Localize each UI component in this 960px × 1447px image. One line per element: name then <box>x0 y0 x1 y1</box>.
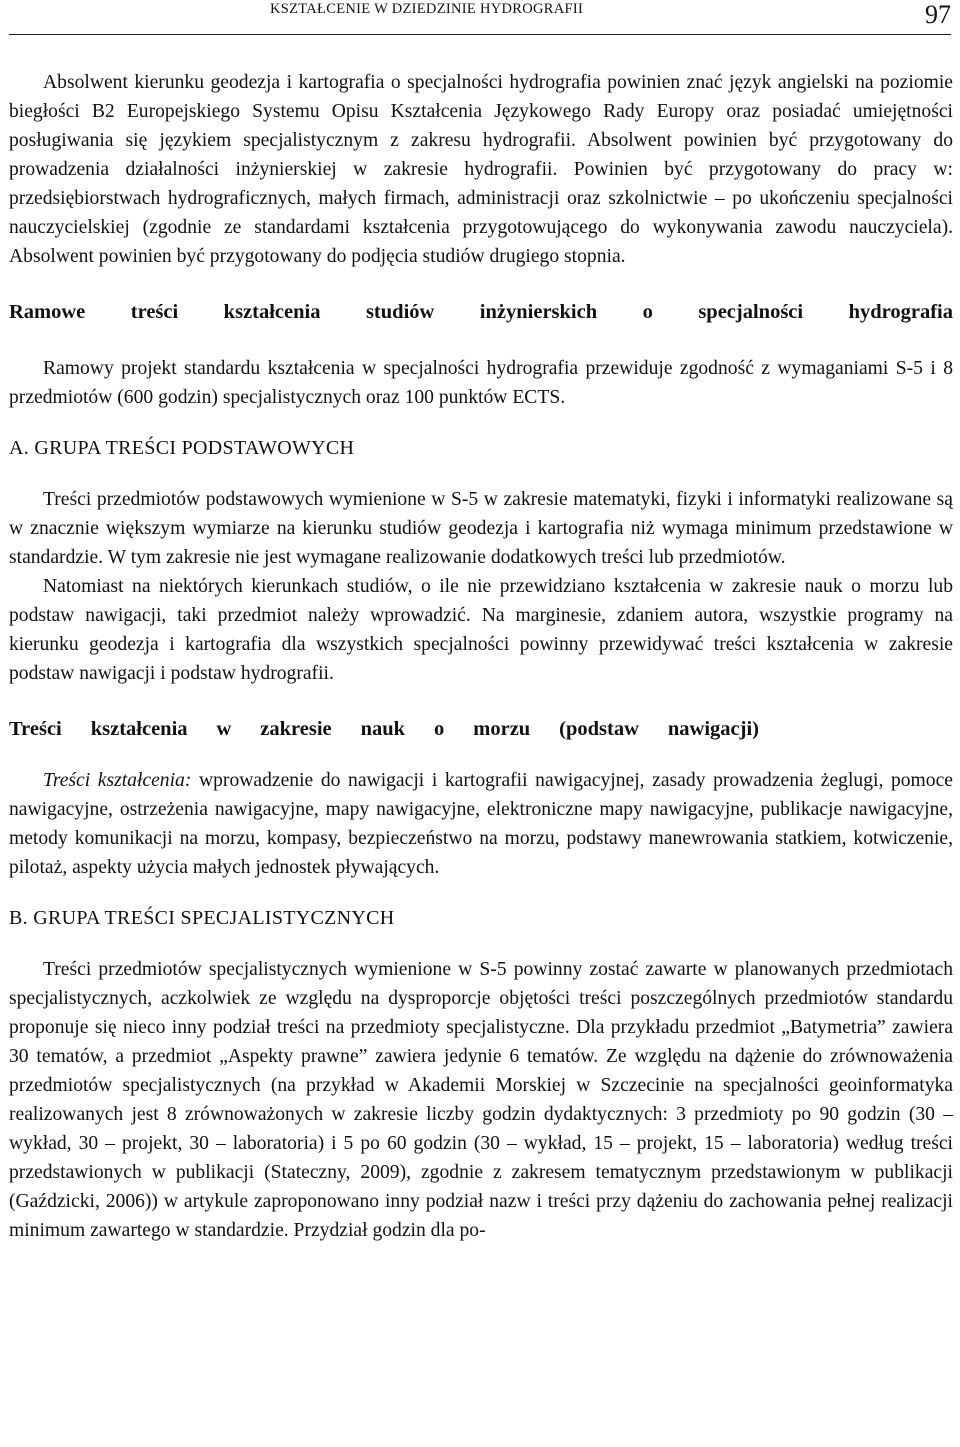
page-number: 97 <box>925 0 951 29</box>
document-body <box>9 68 953 1245</box>
framework-heading: Ramowe treści kształcenia studiów inżynierskich o specjalności hydrografia <box>9 301 953 323</box>
running-header <box>9 0 951 35</box>
group-b-paragraph: Treści przedmiotów specjalistycznych wymienione w S-5 powinny zostać zawarte w planowanych przedmiotach specjalistycznych, aczkolwiek ze względu na dysproporcje objętości treści poszczególnych przedmiotów standardu proponuje się nieco inny podział treści na przedmioty specjalistyczne. Dla przykładu przedmiot „Batymetria” zawiera 30 tematów, a przedmiot „Aspekty prawne” zawiera jedynie 6 tematów. Ze względu na dążenie do zrównoważenia przedmiotów specjalistycznych (na przykład w Akademii Morskiej w Szczecinie na specjalności geoinformatyka realizowanych jest 8 zrównoważonych w zakresie liczby godzin dydaktycznych: 3 przedmioty po 90 godzin (30 – wykład, 30 – projekt, 30 – laboratoria) i 5 po 60 godzin (30 – wykład, 15 – projekt, 15 – laboratoria) według treści przedstawionych w publikacji (Stateczny, 2009), zgodnie z zakresem tematycznym przedstawionym w publikacji (Gaździcki, 2006)) w artykule zaproponowano inny podział nazw i treści przy dążeniu do zachowania pełnej realizacji minimum zawartego w standardzie. Przydział godzin dla po- <box>9 959 953 1241</box>
navigation-text: wprowadzenie do nawigacji i kartografii nawigacyjnej, zasady prowadzenia żeglugi, pomoce nawigacyjne, ostrzeżenia nawigacyjne, mapy nawigacyjne, elektroniczne mapy nawigacyjne, publikacje nawigacyjne, metody komunikacji na morzu, kompasy, bezpieczeństwo na morzu, podstawy manewrowania statkiem, kotwiczenie, pilotaż, aspekty użycia małych jednostek pływających. <box>9 770 953 878</box>
framework-paragraph: Ramowy projekt standardu kształcenia w specjalności hydrografia przewiduje zgodność z wymaganiami S-5 i 8 przedmiotów (600 godzin) specjalistycznych oraz 100 punktów ECTS. <box>9 358 953 408</box>
navigation-label: Treści kształcenia: <box>43 770 192 791</box>
group-a-paragraph-2: Natomiast na niektórych kierunkach studiów, o ile nie przewidziano kształcenia w zakresie nauk o morzu lub podstaw nawigacji, taki przedmiot należy wprowadzić. Na marginesie, zdaniem autora, wszystkie programy na kierunku geodezja i kartografia dla wszystkich specjalności powinny przewidywać treści kształcenia w zakresie podstaw nawigacji i podstaw hydrografii. <box>9 576 953 684</box>
navigation-paragraph <box>9 766 953 882</box>
navigation-heading-row <box>9 715 953 744</box>
running-title: KSZTAŁCENIE W DZIEDZINIE HYDROGRAFII <box>270 1 584 17</box>
group-a-heading: A. GRUPA TREŚCI PODSTAWOWYCH <box>9 437 355 459</box>
navigation-heading: Treści kształcenia w zakresie nauk o morzu (podstaw nawigacji) <box>9 718 759 740</box>
intro-paragraph: Absolwent kierunku geodezja i kartografia o specjalności hydrografia powinien znać język angielski na poziomie biegłości B2 Europejskiego Systemu Opisu Kształcenia Językowego Rady Europy oraz posiadać umiejętności posługiwania się językiem specjalistycznym z zakresu hydrografii. Absolwent powinien być przygotowany do prowadzenia działalności inżynierskiej w zakresie hydrografii. Powinien być przygotowany do pracy w: przedsiębiorstwach hydrograficznych, małych firmach, administracji oraz szkolnictwie – po ukończeniu specjalności nauczycielskiej (zgodnie ze standardami kształcenia przygotowującego do wykonywania zawodu nauczyciela). Absolwent powinien być przygotowany do podjęcia studiów drugiego stopnia. <box>9 72 953 267</box>
group-a-paragraph-1: Treści przedmiotów podstawowych wymienione w S-5 w zakresie matematyki, fizyki i informatyki realizowane są w znacznie większym wymiarze na kierunku studiów geodezja i kartografia niż wymaga minimum przedstawione w standardzie. W tym zakresie nie jest wymagane realizowanie dodatkowych treści lub przedmiotów. <box>9 489 953 568</box>
group-b-heading: B. GRUPA TREŚCI SPECJALISTYCZNYCH <box>9 907 395 929</box>
